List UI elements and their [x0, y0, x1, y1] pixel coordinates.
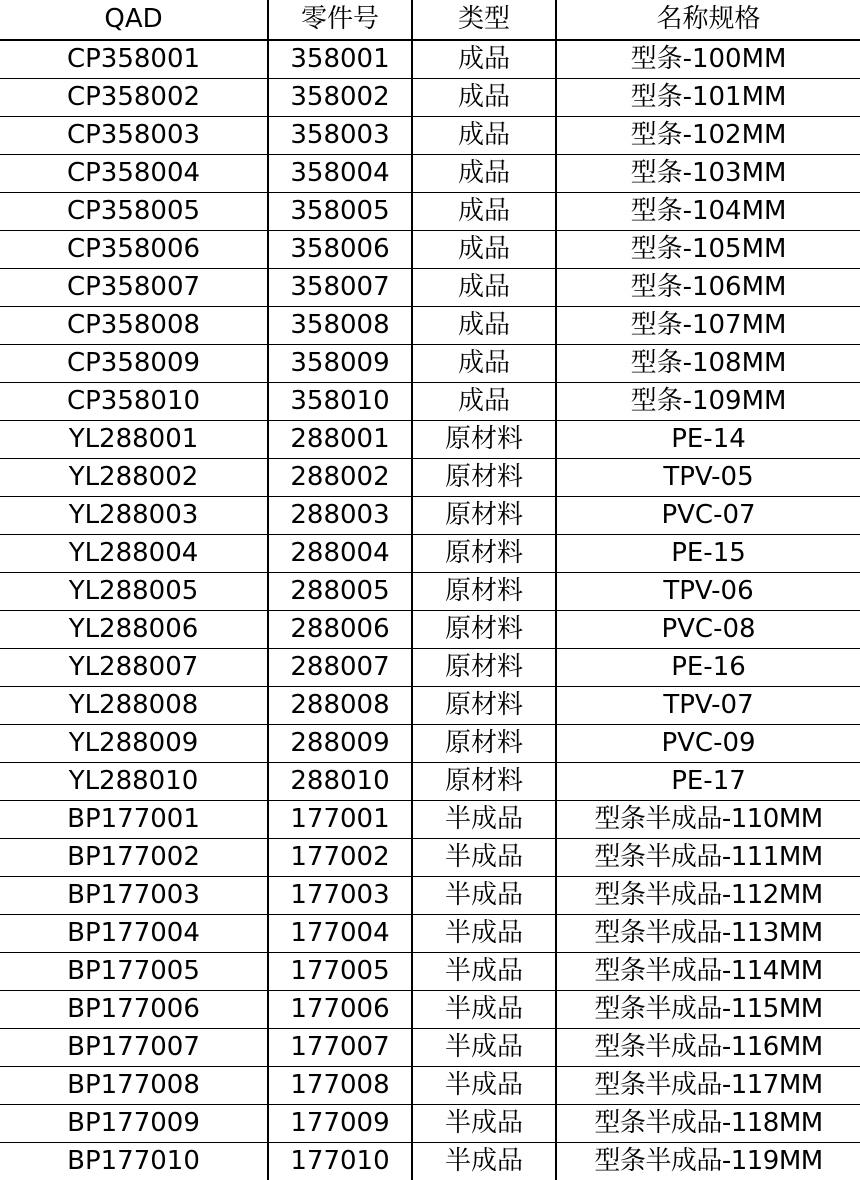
cell-type[interactable]: 原材料 [412, 497, 556, 535]
cell-spec[interactable]: 型条半成品-115MM [556, 991, 860, 1029]
cell-spec[interactable]: 型条-102MM [556, 117, 860, 155]
cell-type[interactable]: 半成品 [412, 801, 556, 839]
cell-part-no[interactable]: 358005 [268, 193, 412, 231]
cell-spec[interactable]: PVC-09 [556, 725, 860, 763]
cell-part-no[interactable]: 288005 [268, 573, 412, 611]
table-row [0, 611, 860, 649]
cell-spec[interactable]: 型条-105MM [556, 231, 860, 269]
cell-type[interactable]: 成品 [412, 79, 556, 117]
cell-part-no[interactable]: 358008 [268, 307, 412, 345]
cell-spec[interactable]: 型条-100MM [556, 40, 860, 79]
cell-qad[interactable]: YL288001 [0, 421, 268, 459]
cell-part-no[interactable]: 177004 [268, 915, 412, 953]
cell-qad[interactable]: YL288008 [0, 687, 268, 725]
cell-part-no[interactable]: 177006 [268, 991, 412, 1029]
cell-spec[interactable]: PE-15 [556, 535, 860, 573]
cell-qad[interactable]: CP358010 [0, 383, 268, 421]
cell-qad[interactable]: YL288006 [0, 611, 268, 649]
cell-qad[interactable]: BP177005 [0, 953, 268, 991]
cell-spec[interactable]: 型条半成品-114MM [556, 953, 860, 991]
cell-type[interactable]: 半成品 [412, 991, 556, 1029]
table-row [0, 763, 860, 801]
cell-type[interactable]: 原材料 [412, 725, 556, 763]
cell-qad[interactable]: BP177001 [0, 801, 268, 839]
cell-type[interactable]: 成品 [412, 269, 556, 307]
cell-type[interactable]: 半成品 [412, 1143, 556, 1180]
cell-spec[interactable]: 型条半成品-117MM [556, 1067, 860, 1105]
cell-qad[interactable]: CP358001 [0, 40, 268, 79]
cell-part-no[interactable]: 288010 [268, 763, 412, 801]
cell-spec[interactable]: PE-17 [556, 763, 860, 801]
cell-part-no[interactable]: 358004 [268, 155, 412, 193]
cell-type[interactable]: 半成品 [412, 1105, 556, 1143]
cell-type[interactable]: 成品 [412, 40, 556, 79]
cell-part-no[interactable]: 358009 [268, 345, 412, 383]
table-row [0, 535, 860, 573]
cell-part-no[interactable]: 177003 [268, 877, 412, 915]
cell-qad[interactable]: CP358008 [0, 307, 268, 345]
table-row [0, 117, 860, 155]
table-row [0, 1105, 860, 1143]
cell-part-no[interactable]: 177007 [268, 1029, 412, 1067]
cell-qad[interactable]: YL288005 [0, 573, 268, 611]
cell-spec[interactable]: 型条-104MM [556, 193, 860, 231]
column-header-qad[interactable]: QAD [0, 0, 268, 40]
cell-spec[interactable]: 型条半成品-118MM [556, 1105, 860, 1143]
cell-qad[interactable]: CP358002 [0, 79, 268, 117]
table-row [0, 193, 860, 231]
cell-type[interactable]: 半成品 [412, 915, 556, 953]
cell-type[interactable]: 成品 [412, 155, 556, 193]
cell-type[interactable]: 原材料 [412, 687, 556, 725]
column-header-part-no[interactable]: 零件号 [268, 0, 412, 40]
cell-spec[interactable]: 型条-103MM [556, 155, 860, 193]
table-row [0, 877, 860, 915]
table-row [0, 1067, 860, 1105]
cell-qad[interactable]: CP358006 [0, 231, 268, 269]
cell-qad[interactable]: CP358009 [0, 345, 268, 383]
cell-spec[interactable]: 型条-109MM [556, 383, 860, 421]
table-row [0, 953, 860, 991]
table-row [0, 269, 860, 307]
cell-spec[interactable]: TPV-05 [556, 459, 860, 497]
table-row [0, 421, 860, 459]
table-row [0, 40, 860, 79]
cell-type[interactable]: 成品 [412, 231, 556, 269]
cell-part-no[interactable]: 177010 [268, 1143, 412, 1180]
cell-qad[interactable]: BP177002 [0, 839, 268, 877]
cell-type[interactable]: 半成品 [412, 877, 556, 915]
table-row [0, 1143, 860, 1180]
cell-qad[interactable]: YL288002 [0, 459, 268, 497]
cell-part-no[interactable]: 358003 [268, 117, 412, 155]
table-row [0, 991, 860, 1029]
cell-qad[interactable]: YL288004 [0, 535, 268, 573]
cell-qad[interactable]: BP177010 [0, 1143, 268, 1180]
cell-part-no[interactable]: 358010 [268, 383, 412, 421]
cell-qad[interactable]: YL288010 [0, 763, 268, 801]
cell-qad[interactable]: BP177003 [0, 877, 268, 915]
cell-part-no[interactable]: 288008 [268, 687, 412, 725]
cell-part-no[interactable]: 288007 [268, 649, 412, 687]
cell-spec[interactable]: PE-14 [556, 421, 860, 459]
cell-part-no[interactable]: 288004 [268, 535, 412, 573]
cell-part-no[interactable]: 177009 [268, 1105, 412, 1143]
table-row [0, 649, 860, 687]
cell-part-no[interactable]: 288006 [268, 611, 412, 649]
cell-part-no[interactable]: 177002 [268, 839, 412, 877]
cell-type[interactable]: 半成品 [412, 839, 556, 877]
cell-qad[interactable]: BP177008 [0, 1067, 268, 1105]
cell-qad[interactable]: CP358003 [0, 117, 268, 155]
cell-part-no[interactable]: 288002 [268, 459, 412, 497]
cell-type[interactable]: 成品 [412, 383, 556, 421]
cell-spec[interactable]: 型条-107MM [556, 307, 860, 345]
table-row [0, 725, 860, 763]
cell-spec[interactable]: 型条半成品-110MM [556, 801, 860, 839]
cell-qad[interactable]: BP177004 [0, 915, 268, 953]
cell-part-no[interactable]: 358007 [268, 269, 412, 307]
table-body [0, 40, 860, 1180]
table-row [0, 915, 860, 953]
cell-type[interactable]: 原材料 [412, 611, 556, 649]
cell-qad[interactable]: CP358005 [0, 193, 268, 231]
cell-type[interactable]: 原材料 [412, 763, 556, 801]
table-row [0, 345, 860, 383]
table-row [0, 497, 860, 535]
cell-spec[interactable]: 型条-106MM [556, 269, 860, 307]
cell-spec[interactable]: 型条半成品-116MM [556, 1029, 860, 1067]
cell-spec[interactable]: 型条半成品-111MM [556, 839, 860, 877]
cell-qad[interactable]: YL288003 [0, 497, 268, 535]
cell-spec[interactable]: PVC-08 [556, 611, 860, 649]
table-row [0, 839, 860, 877]
table-row [0, 573, 860, 611]
cell-type[interactable]: 半成品 [412, 1067, 556, 1105]
cell-qad[interactable]: YL288007 [0, 649, 268, 687]
table-row [0, 801, 860, 839]
cell-type[interactable]: 成品 [412, 193, 556, 231]
cell-type[interactable]: 原材料 [412, 649, 556, 687]
cell-type[interactable]: 成品 [412, 345, 556, 383]
column-header-spec[interactable]: 名称规格 [556, 0, 860, 40]
column-header-type[interactable]: 类型 [412, 0, 556, 40]
cell-spec[interactable]: TPV-06 [556, 573, 860, 611]
cell-qad[interactable]: YL288009 [0, 725, 268, 763]
cell-type[interactable]: 原材料 [412, 459, 556, 497]
cell-part-no[interactable]: 177008 [268, 1067, 412, 1105]
cell-qad[interactable]: CP358007 [0, 269, 268, 307]
cell-qad[interactable]: CP358004 [0, 155, 268, 193]
cell-spec[interactable]: PE-16 [556, 649, 860, 687]
cell-part-no[interactable]: 358002 [268, 79, 412, 117]
table-row [0, 383, 860, 421]
cell-type[interactable]: 成品 [412, 117, 556, 155]
cell-type[interactable]: 半成品 [412, 953, 556, 991]
cell-part-no[interactable]: 288003 [268, 497, 412, 535]
table-row [0, 459, 860, 497]
cell-spec[interactable]: TPV-07 [556, 687, 860, 725]
cell-part-no[interactable]: 288001 [268, 421, 412, 459]
table-row [0, 79, 860, 117]
cell-qad[interactable]: BP177009 [0, 1105, 268, 1143]
cell-part-no[interactable]: 358006 [268, 231, 412, 269]
cell-type[interactable]: 成品 [412, 307, 556, 345]
cell-spec[interactable]: 型条-101MM [556, 79, 860, 117]
cell-qad[interactable]: BP177007 [0, 1029, 268, 1067]
table-row [0, 1029, 860, 1067]
cell-spec[interactable]: PVC-07 [556, 497, 860, 535]
cell-part-no[interactable]: 177001 [268, 801, 412, 839]
cell-part-no[interactable]: 288009 [268, 725, 412, 763]
cell-spec[interactable]: 型条半成品-112MM [556, 877, 860, 915]
cell-spec[interactable]: 型条半成品-113MM [556, 915, 860, 953]
table-row [0, 155, 860, 193]
table-row [0, 231, 860, 269]
cell-type[interactable]: 原材料 [412, 573, 556, 611]
cell-type[interactable]: 原材料 [412, 535, 556, 573]
header-row [0, 0, 860, 40]
cell-spec[interactable]: 型条半成品-119MM [556, 1143, 860, 1180]
table-row [0, 307, 860, 345]
cell-qad[interactable]: BP177006 [0, 991, 268, 1029]
cell-part-no[interactable]: 177005 [268, 953, 412, 991]
cell-spec[interactable]: 型条-108MM [556, 345, 860, 383]
cell-type[interactable]: 半成品 [412, 1029, 556, 1067]
cell-type[interactable]: 原材料 [412, 421, 556, 459]
table-row [0, 687, 860, 725]
cell-part-no[interactable]: 358001 [268, 40, 412, 79]
